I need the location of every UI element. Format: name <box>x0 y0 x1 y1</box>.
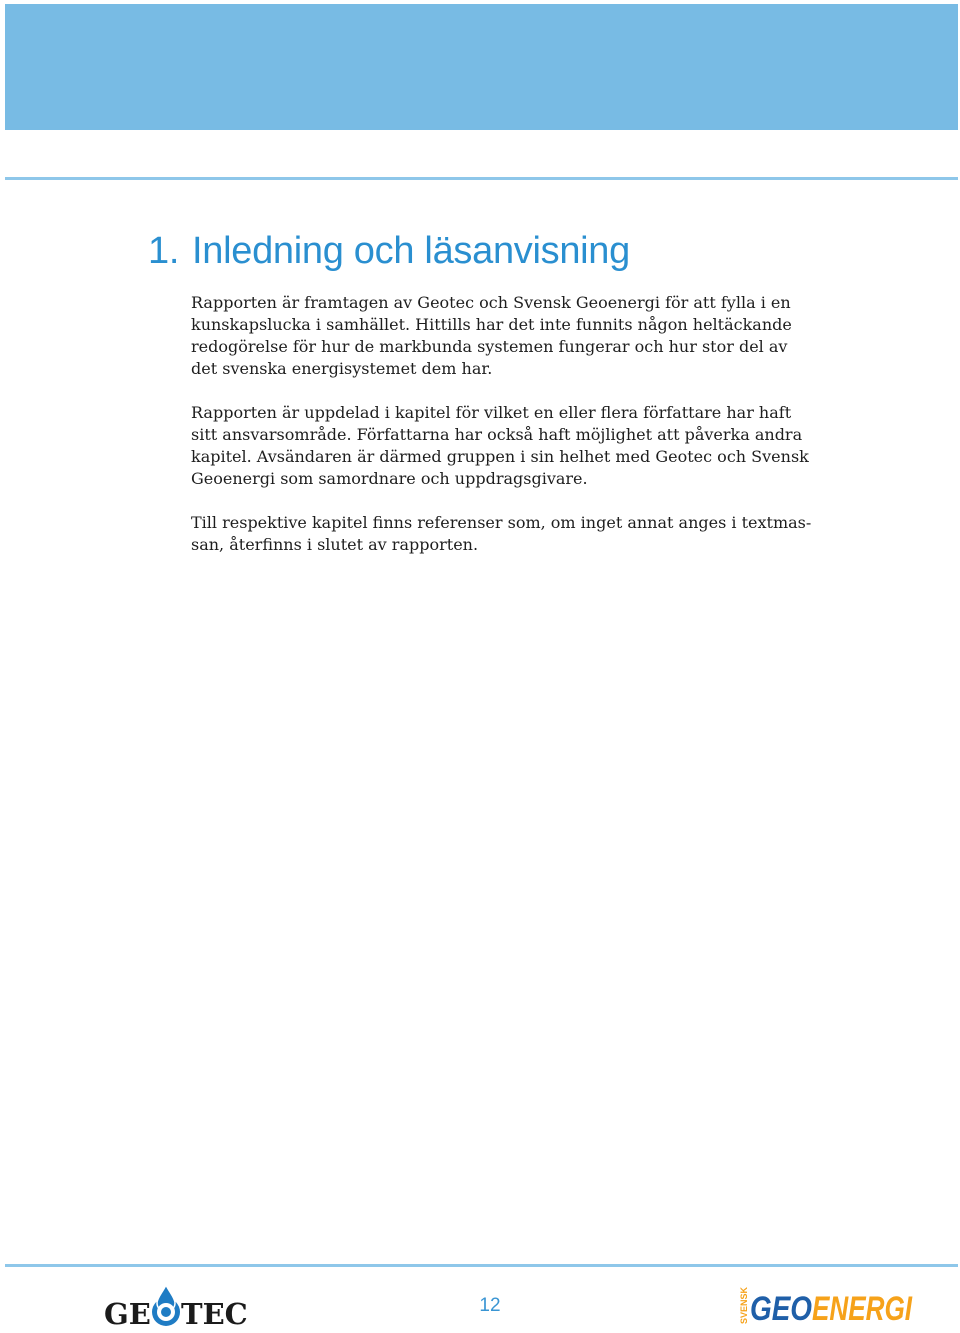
geoenergi-accent-text: ENERGI <box>812 1290 914 1328</box>
geoenergi-vertical-text: SVENSK <box>739 1286 749 1324</box>
geotec-logo <box>104 1284 248 1331</box>
header-band <box>5 4 958 130</box>
header-rule <box>5 177 958 180</box>
text-line: san, återfinns i slutet av rapporten. <box>191 535 479 554</box>
chapter-number: 1. <box>148 230 180 272</box>
chapter-title: Inledning och läsanvisning <box>192 230 630 272</box>
text-line: kapitel. Avsändaren är därmed gruppen i sin helhet med Geotec och Svensk <box>191 447 809 466</box>
text-line: Till respektive kapitel finns referenser som, om inget annat anges i textmas- <box>191 513 812 532</box>
geoenergi-main-text: GEO <box>750 1290 812 1328</box>
page-number: 12 <box>479 1295 501 1316</box>
text-line: sitt ansvarsområde. Författarna har också haft möjlighet att påverka andra <box>191 425 803 444</box>
paragraph-1 <box>191 292 811 380</box>
footer-rule <box>5 1264 958 1267</box>
text-line: det svenska energisystemet dem har. <box>191 359 493 378</box>
paragraph-3 <box>191 512 811 556</box>
svensk-geoenergi-logo <box>738 1284 916 1326</box>
body-text <box>191 292 811 578</box>
text-line: Geoenergi som samordnare och uppdragsgivare. <box>191 469 588 488</box>
water-drop-icon <box>152 1285 180 1326</box>
text-line: Rapporten är uppdelad i kapitel för vilket en eller flera författare har haft <box>191 403 792 422</box>
chapter-heading <box>148 226 630 276</box>
text-line: redogörelse för hur de markbunda systemen fungerar och hur stor del av <box>191 337 788 356</box>
geotec-logo-text-after: TEC <box>181 1297 248 1331</box>
text-line: kunskapslucka i samhället. Hittills har det inte funnits någon heltäckande <box>191 315 792 334</box>
paragraph-2 <box>191 402 811 490</box>
text-line: Rapporten är framtagen av Geotec och Svensk Geoenergi för att fylla i en <box>191 293 791 312</box>
geotec-logo-text-before: GE <box>104 1297 151 1331</box>
